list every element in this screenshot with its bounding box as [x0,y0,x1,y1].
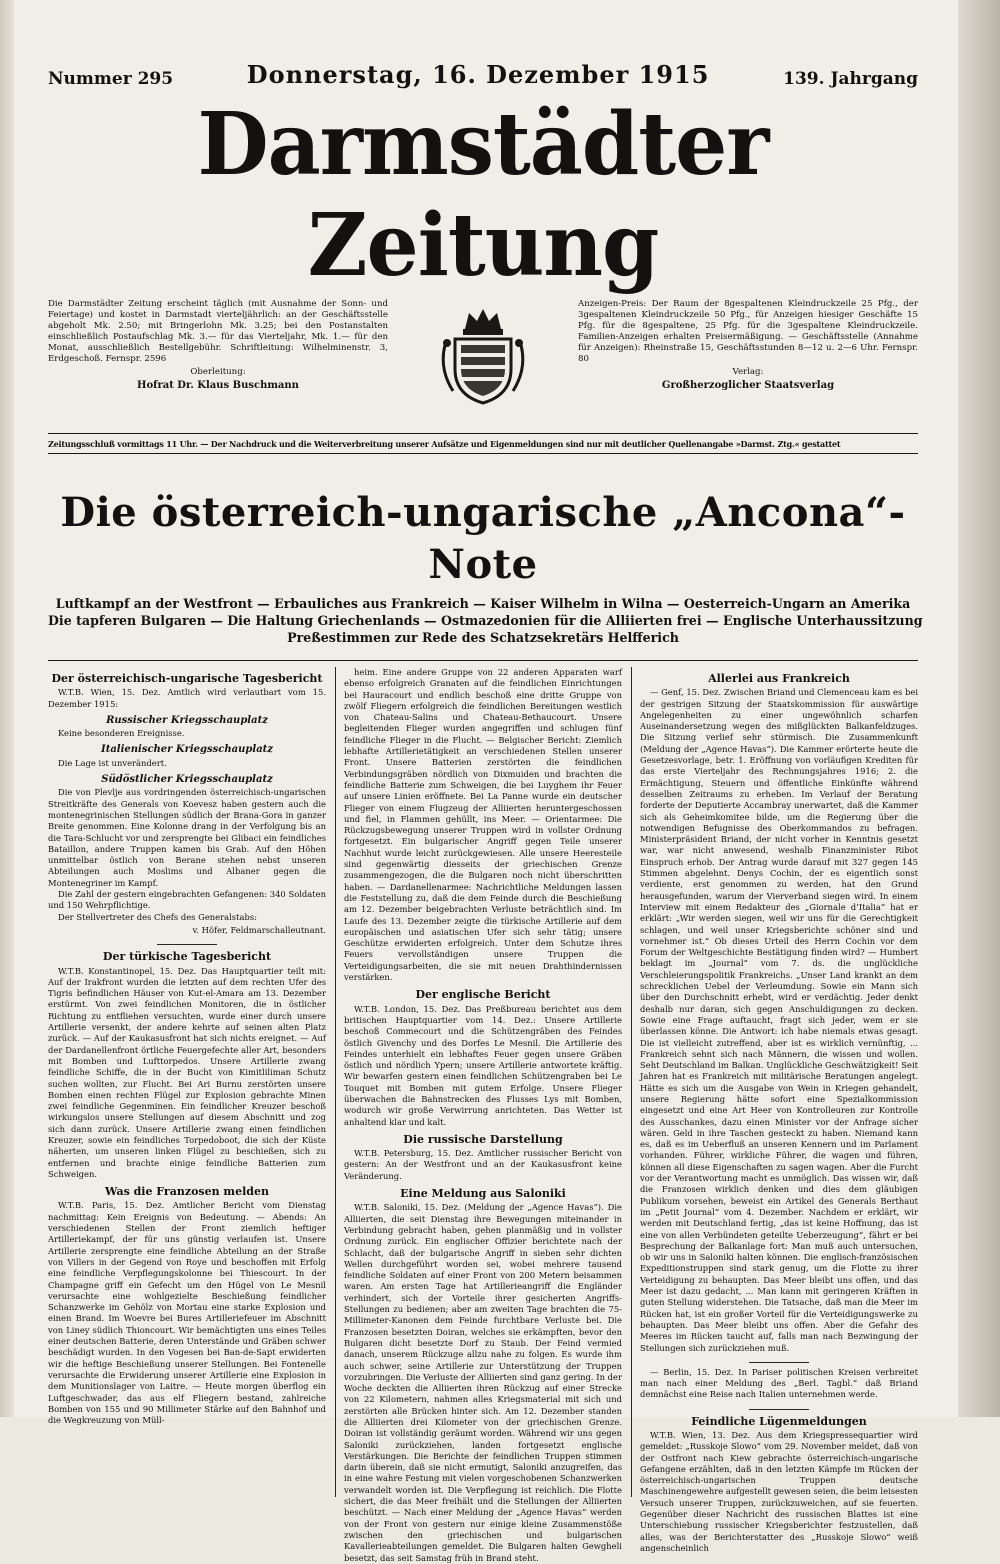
article-paragraph: W.T.B. Wien, 13. Dez. Aus dem Kriegspressequartier wird gemeldet: „Russkoje Slowo“ vom 29. November meldet, daß von der Ostfront nach Kiew gebrachte österreichisch-ungarische Gefangene erzählten, daß in den letzten Kämpfe im Rücken der österreichisch-ungarischen Truppen deutsche Maschinengewehre aufgestellt gewesen seien, die beim leisesten Versuch unserer Truppen, zurückzuweichen, auf sie feuerten. Gegenüber dieser Nachricht des russischen Blattes ist eine Unterschiebung russischer Kriegsberichter festzustellen, daß alles, was der Berichterstatter des „Russkoje Slowo“ weiß angenscheinlich [640,1430,918,1553]
subscription-info [48,299,388,391]
column-divider [631,667,632,1497]
deck-line-2: Die tapferen Bulgaren — Die Haltung Griechenlands — Ostmazedonien für die Alliierten frei — Englische Unterhaussitzung [48,613,923,628]
column-3 [640,667,918,1553]
column-divider [335,667,336,1497]
article-separator [749,1409,809,1410]
article-paragraph: Die Zahl der gestern eingebrachten Gefangenen: 340 Soldaten und 150 Wehrpflichtige. [48,889,326,911]
subscription-text: Die Darmstädter Zeitung erscheint täglich (mit Ausnahme der Sonn- und Feiertage) und kostet in Darmstadt vierteljährlich: an der Geschäftsstelle abgeholt Mk. 2.50; mit Bringerlohn Mk. 3.25; bei den Postanstalten einschließlich Postaufschlag Mk. 3.— für das Vierteljahr, Mk. 1.— für den Monat, ausschließlich Bestellgebühr. Schriftleitung: Wilhelminenstr. 3, Erdgeschoß. Fernspr. 2596 [48,299,388,364]
page-edge-left [0,0,14,1417]
article-heading: Der österreichisch-ungarische Tagesbericht [51,672,323,685]
article-columns [48,667,918,1563]
article-paragraph: Die von Plevlje aus vordringenden österreichisch-ungarischen Streitkräfte des Generals von Koevesz haben gestern auch die montenegrinischen Stellungen südlich der Brana-Gora in ganzer Breite genommen. Eine Kolonne drang in der Verfolgung bis an die Tara-Schlucht vor und zersprengte bei Glibaci ein feindliches Bataillon, andere Truppen kamen bis Grab. Auf den Höhen unmittelbar östlich von Berane stehen nebst unseren Abteilungen auch Moslims und Albaner gegen die Montenegriner im Kampf. [48,787,326,888]
folio-line [48,55,918,89]
article-heading: Was die Franzosen melden [105,1185,269,1199]
headline-decks [48,595,923,646]
column-1 [48,667,326,1497]
article-heading: Die russische Darstellung [403,1132,563,1146]
coat-of-arms-icon [435,299,531,409]
advertising-info [578,299,918,391]
article-heading: Eine Meldung aus Saloniki [400,1187,566,1201]
publisher-role: Verlag: [732,367,764,377]
article-paragraph: Keine besonderen Ereignisse. [58,728,185,739]
advertising-text: Anzeigen-Preis: Der Raum der 8gespaltenen Kleindruckzeile 25 Pfg., der 3gespaltenen Kleindruckzeile 50 Pfg., für Anzeigen hiesiger Geschäfte 15 Pfg. für die 8gespaltene, 25 Pfg. für die 3gespaltene Kleindruckzeile. Familien-Anzeigen erhalten Preisermäßigung. — Geschäftsstelle (Annahme für Anzeigen): Rheinstraße 15, Geschäftsstunden 8—12 u. 2—6 Uhr. Fernspr. 80 [578,299,918,364]
signature: v. Höfer, Feldmarschalleutnant. [192,924,326,935]
article-separator [157,944,217,945]
article-paragraph: Der Stellvertreter des Chefs des Generalstabs: [58,911,257,922]
deck-line-3: Preßestimmen zur Rede des Schatzsekretärs Helfferich [287,630,679,645]
issue-number: Nummer 295 [48,69,174,89]
issue-date: Donnerstag, 16. Dezember 1915 [246,60,710,89]
article-paragraph: W.T.B. Wien, 15. Dez. Amtlich wird verlautbart vom 15. Dezember 1915: [48,687,326,709]
main-headline: Die österreich-ungarische „Ancona“-Note [60,489,906,588]
article-heading: Allerlei aus Frankreich [708,672,850,685]
article-paragraph: — Berlin, 15. Dez. In Pariser politischen Kreisen verbreitet man nach einer Meldung des „Berl. Tagbl.“ daß Briand demnächst eine Reise nach Italien unternehmen werde. [640,1366,918,1400]
divider-top [48,433,918,434]
article-paragraph: Die Lage ist unverändert. [58,757,167,768]
subhead-block [48,299,918,427]
editor-role: Oberleitung: [190,367,246,377]
editor-name: Hofrat Dr. Klaus Buschmann [137,380,299,391]
article-heading: Feindliche Lügenmeldungen [691,1414,867,1428]
article-heading: Der türkische Tagesbericht [102,950,272,964]
article-paragraph: — Genf, 15. Dez. Zwischen Briand und Clemenceau kam es bei der gestrigen Sitzung der Staatskommission für auswärtige Angelegenheiten zu einer ungewöhnlich scharfen Auseinandersetzung wegen des mißglückten Balkanfeldzuges. Die Sitzung verlief sehr stürmisch. Die Zusammenkunft (Meldung der „Agence Havas“). Die Kammer erörterte heute die Gesetzesvorlage, betr. 1. Eröffnung von vorläufigen Krediten für das erste Vierteljahr des Rechnungsjahres 1916; 2. die Ermächtigung, Steuern und öffentliche Einkünfte während desselben Zeitraums zu erheben. Im Verlauf der Beratung forderte der Deputierte Accambray unerwartet, daß die Kammer sich als Geheimkomitee bilde, um die Regierung über die notwendigen Befugnisse des Oberkommandos zu befragen. Ministerpräsident Briand, der nicht vorher in Kenntnis gesetzt war, war nicht anwesend, weshalb Finanzminister Ribot Einspruch erhob. Der Antrag wurde darauf mit 327 gegen 145 Stimmen abgelehnt. Denys Cochin, der es eigentlich sonst verdiente, erst genommen zu werden, hat den Grund herausgefunden, warum der Vierverband siegen wird. In einem Interview mit einem Redakteur des „Giornale d’Italia“ hat er erklärt: „Wir werden siegen, weil wir uns für die Gerechtigkeit schlagen, und weil unser Kriegsberichte schöner sind und vornehmer ist.“ Ob dieses Urteil des Herrn Cochin vor dem Forum der Weltgeschichte Bestätigung finden wird? — Humbert beklagt im „Journal“ vom 7. ds. die unglückliche Verschleierungspolitik Frankreichs. „Unser Land krankt an dem schrecklichen Uebel der Verleumdung. Sowie ein Mann sich über den Durchschnitt erhebt, wird er verdächtig. Jeder denkt deshalb nur daran, sich gegen Anschuldigungen zu decken. Sowie eine Frage auftaucht, fragt sich jeder, wem er sie überlassen könne. Die Antwort: ich habe niemals etwas gesagt. Die ist vielleicht zutreffend, aber ist es wirklich vernünftig, ... Frankreich sehnt sich nach Männern, die wissen und wollen. Seht Deutschland im Balkan. Unglückliche Geschwätzigkeit! Seit Jahren hat es Frankreich mit militärische Beratungen angelegt. Hätte es sich um die Ausgabe von Wein in Kriegen gehandelt, unsere Regierung hätte sofort eine Spezialkommission eingesetzt und eine Art Heer von Kontrolleuren zur Kontrolle des Ausschankes, dazu einen Minister vor der Anfrage sicher wären. Geld in ihre Taschen gesteckt zu haben. Niemand kann es, daß es im Ueberfluß an unseren Kennern und im Parlament vorhanden. Führer, wirkliche Führer, die wagen und führen, können all diese Eigenschaften zu sagen wagen. Aber die Furcht vor der Verantwortung macht es unmöglich. Das wissen wir, daß die Franzosen wirklich denken und dies dem gläubigen Publikum vorsehen, beweist ein Artikel des Generals Berthaut im „Petit Journal“ vom 4. Dezember. Nachdem er erklärt, wir werden mit Deutschland fertig, „das ist keine Hoffnung, das ist eine von allen Verbündeten geteilte Ueberzeugung“, fährt er bei Besprechung der Balkanlage fort: Man muß auch untersuchen, ob wir uns in Saloniki halten können. Die englisch-französischen Expeditionstruppen sind stark genug, um die Flotte zu ihrer Verteidigung zu behaupten. Das Meer bleibt uns offen, und das Meer ist dazu gedacht, ... Man kann mit geringeren Kräften in guten Stellung widerstehen. Die Tatsache, daß man die Meer im Rücken hat, ist ein großer Vorteil für die Verteidigungswerke zu behaupten. Das Meer bleibt uns offen. Aber die Gefahr des Meeres im Rücken taucht auf, falls man nach Bezwingung der Stellungen sich zurückziehen muß. [640,687,918,1353]
publisher-name: Großherzoglicher Staatsverlag [661,380,835,391]
article-heading: Der englische Bericht [415,988,551,1002]
masthead-title: Darmstädter Zeitung [197,94,769,296]
divider-articles [48,660,918,661]
section-heading: Russischer Kriegsschauplatz [106,714,268,726]
column-2 [344,667,622,1563]
page-edge-right [958,0,1000,1417]
article-paragraph: W.T.B. Saloniki, 15. Dez. (Meldung der „Agence Havas“). Die Alliierten, die seit Dienstag ihre Bewegungen miteinander in Verbindung gebracht haben, gehen planmäßig und in vollster Ordnung zurück. Ein englischer Offizier berichtete nach der Schlacht, daß der bulgarische Angriff in sieben sehr dichten Wellen durchgeführt worden sei, wobei mehrere tausend feindliche Soldaten auf einer Front von 200 Metern beisammen waren. Am ersten Tage hat Artillerieangriff die Engländer verhindert, sich der Vorteile ihrer gesicherten Angriffs-Stellungen zu bedienen; aber am zweiten Tage brachten die 75-Millimeter-Kanonen dem Feinde furchtbare Verluste bei. Die Franzosen besetzten Doiran, welches sie erkämpften, bevor den Bulgaren dicht besetzte Dorf zu Staub. Der Feind vermied danach, unserem Rückzuge allzu nahe zu folgen. Es wurde ihm auch schwer, seine Artillerie zur Unterstützung der Truppen vorzubringen. Die Verluste der Alliierten sind ganz gering. In der Woche deckten die Alliierten ihren Rückzug auf einer Strecke von 22 Kilometern, nahmen alles Kriegsmaterial mit sich und zerstörten alle Brücken hinter sich. Am 12. Dezember standen die Alliierten drei Kilometer von der griechischen Grenze. Doiran ist vollständig geräumt worden. Während wir uns gegen Saloniki zurückziehen, landen fortgesetzt englische Verstärkungen. Die Berichte der feindlichen Truppen stimmen darin überein, daß sie nicht ermutigt, Saloniki anzugreifen, das in eine wahre Festung mit vielen vorgeschobenen Schanzwerken verwandelt worden ist. Die Verpflegung ist reichlich. Die Flotte sichert, die das Meer freihält und die Stellungen der Alliierten beschützt. — Nach einer Meldung der „Agence Havas“ werden von der Front von gestern nur einige kleine Zusammenstöße zwischen den griechischen und bulgarischen Kavallerieabteilungen gemeldet. Die Bulgaren halten Gewgheli besetzt, das seit Samstag früh in Brand steht. [344,1202,622,1563]
article-paragraph: W.T.B. London, 15. Dez. Das Preßbureau berichtet aus dem britischen Hauptquartier vom 14. Dez.: Unsere Artillerie beschoß Commecourt und die Schützengräben des Feindes östlich Givenchy und des Dorfes Le Mesnil. Die Artillerie des Feindes unterhielt ein lebhaftes Feuer gegen unsere Gräben östlich und nördlich Ypern; unsere Artillerie antwortete kräftig. Wir bewarfen gestern einen feindlichen Schützengraben bei Le Touquet mit Bomben mit gutem Erfolge. Unsere Flieger überwachen die Bahnstrecken des Flusses Lys mit Bomben, wodurch wir große Verwirrung anrichteten. Das Wetter ist anhaltend klar und kalt. [344,1003,622,1127]
deck-line-1: Luftkampf an der Westfront — Erbauliches aus Frankreich — Kaiser Wilhelm in Wilna — Oesterreich-Ungarn an Amerika [55,596,911,611]
article-separator [749,1362,809,1363]
article-paragraph: W.T.B. Petersburg, 15. Dez. Amtlicher russischer Bericht von gestern: An der Westfront und an der Kaukasusfront keine Veränderung. [344,1148,622,1181]
section-heading: Italienischer Kriegsschauplatz [101,744,273,756]
section-heading: Südöstlicher Kriegsschauplatz [101,774,273,786]
article-paragraph: heim. Eine andere Gruppe von 22 anderen Apparaten warf ebenso erfolgreich Granaten auf die feindlichen Einrichtungen bei Hauracourt und endlich beschoß eine dritte Gruppe von zwölf Fliegern erfolgreich die feindlichen Bereitungen westlich von Chateau-Salins und Chateau-Bethaucourt. Unsere begleitenden Flieger wurden angegriffen und schlugen fünf feindliche Flieger in die Flucht. — Belgischer Bericht: Ziemlich lebhafte Artillerietätigkeit an verschiedenen Stellen unserer Front. Unsere Batterien zerstörten die feindlichen Verbindungsgräben nördlich von Dixmuiden und brachten die feindliche Batterie zum Schweigen, die bei Luyghem ihr Feuer auf unsere Linien eröffnete. Bei La Panne wurde ein deutscher Flieger von einem Flugzeug der Alliierten heruntergeschossen und fiel, in Flammen gehüllt, ins Meer. — Orientarmee: Die Rückzugsbewegung unserer Truppen wird in vollster Ordnung fortgesetzt. Ein bulgarischer Angriff gegen Teile unserer Nachhut wurde leicht zurückgewiesen. Alle unsere Heeresteile sind gegenwärtig diesseits der griechischen Grenze zusammengezogen, die die Bulgaren noch nicht überschritten haben. — Dardanellenarmee: Nachrichtliche Meldungen lassen die Feststellung zu, daß die dem Feinde durch die Beschießung am 12. Dezember beigebrachten Verluste beträchtlich sind. Im Laufe des 13. Dezember zeigte die türkische Artillerie auf dem europäischen und asiatischen Ufer sich sehr tätig; unsere Geschütze erwiderten erfolgreich. Unter dem Schutze ihres Feuers vervollständigen unsere Truppen die Verteidigungsarbeiten, die sie mit neuen Drahthindernissen verstärken. [344,667,622,983]
page-content [48,55,923,1563]
coat-of-arms [413,299,553,409]
divider-notice [48,453,918,454]
article-paragraph: W.T.B. Konstantinopel, 15. Dez. Das Hauptquartier teilt mit: Auf der Irakfront wurden die letzten auf dem rechten Ufer des Tigris befindlichen Häuser von Kut-el-Amara am 13. Dezember erstürmt. Von zwei feindlichen Monitoren, die in östlicher Richtung zu entfliehen versuchten, wurde einer durch unsere Artillerie versenkt, der andere kehrte auf seinen alten Platz zurück. — Auf der Kaukasusfront hat sich nichts ereignet. — Auf der Dardanellenfront örtliche Feuergefechte aller Art, besonders mit Bomben und Lufttorpedos. Unsere Artillerie zwang feindliche Schiffe, die in der Bucht von Kimitliliman Schutz suchen wollten, zur Flucht. Bei Ari Burnu zerstörten unsere Bomben einen rechten Flügel zur Explosion gebrachte Minen zwei feindliche Gegenminen. Ein feindlicher Kreuzer beschoß wirkungslos unsere Stellungen auf diesem Abschnitt und zog sich dann zurück. Unsere Artillerie zwang einen feindlichen Kreuzer, sowie ein feindliches Torpedoboot, die sich der Küste näherten, um unseren linken Flügel zu beschießen, sich zu entfernen und brachte einige feindliche Batterien zum Schweigen. [48,965,326,1179]
article-paragraph: W.T.B. Paris, 15. Dez. Amtlicher Bericht vom Dienstag nachmittag: Kein Ereignis von Bedeutung. — Abends: An verschiedenen Stellen der Front ziemlich heftiger Artilleriekampf, der für uns günstig verlaufen ist. Unsere Artillerie zersprengte eine feindliche Abteilung an der Straße von Villers in der Gegend von Roye und beschoffen mit Erfolg eine feindliche Verpflegungskolonne bei Thiescourt. In der Champagne griff ein Gefecht um den Hügel von Le Mesnil verursachte eine wohlgezielte Beschießung feindlicher Schanzwerke im Gehölz von Mortau eine starke Explosion und einen Brand. Im Woevre bei Bures Artilleriefeuer im Abschnitt von Liney südlich Thioncourt. Wir bemächtigten uns eines Teiles einer deutschen Batterie, deren Unterstände und Gräben schwer beschädigt wurden. In den Vogesen bei Ban-de-Sapt erwiderten wir die heftige Beschießung unserer Stellungen. Bei Fontenelle verursachte die Erwiderung unserer Artillerie eine Explosion in dem Munitionslager von Laitre. — Heute morgen überflog ein Luftgeschwader, das aus elf Fliegern bestand, zahlreiche Bomben von 155 und 90 Millimeter Stärke auf den Bahnhof und die Wegkreuzung von Müll- [48,1200,326,1426]
copyright-notice: Zeitungsschluß vormittags 11 Uhr. — Der Nachdruck und die Weiterverbreitung unserer Aufsätze und Eigenmeldungen sind nur mit deutlicher Quellenangabe »Darmst. Ztg.« gestattet [48,439,841,449]
volume-year: 139. Jahrgang [783,69,918,89]
